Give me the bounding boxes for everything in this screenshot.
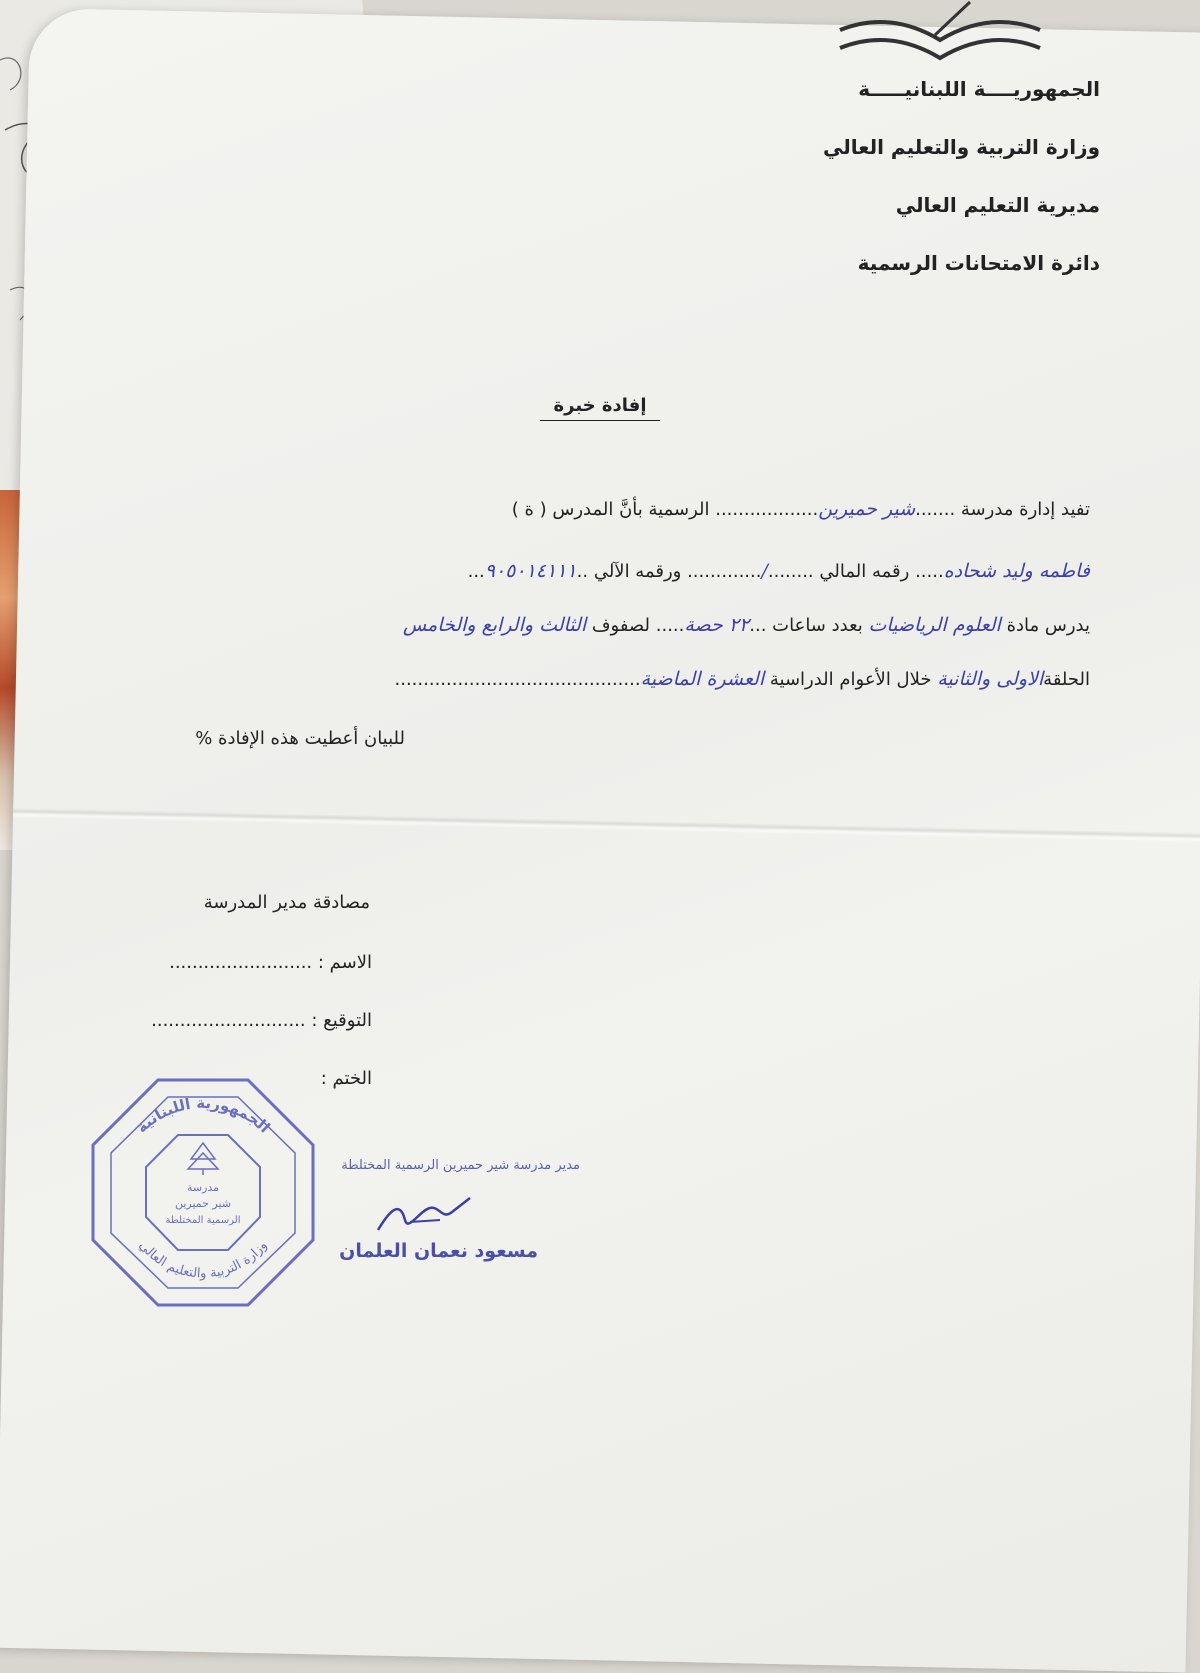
principal-title: مدير مدرسة شير حميرين الرسمية المختلطة xyxy=(341,1158,580,1173)
auto-dots-start: .. xyxy=(576,561,589,582)
school-suffix: الرسمية بأنَّ المدرس ( ة ) xyxy=(511,499,710,520)
stamp-outer-text: الجمهورية اللبنانية xyxy=(132,1093,274,1137)
approval-title: مصادقة مدير المدرسة xyxy=(203,892,370,913)
signature-dots: ........................... xyxy=(151,1010,306,1031)
svg-text:وزارة التربية والتعليم العالي xyxy=(136,1238,271,1281)
years-handwritten: العشرة الماضية xyxy=(640,668,765,690)
hours-handwritten: ٢٢ حصة xyxy=(684,614,750,636)
classes-handwritten: الثالث والرابع والخامس xyxy=(402,614,587,636)
school-prefix: تفيد إدارة مدرسة xyxy=(960,499,1090,520)
financial-number-handwritten: / xyxy=(761,560,768,582)
cycle-handwritten: الاولى والثانية xyxy=(937,668,1044,690)
letterhead-department: دائرة الامتحانات الرسمية xyxy=(857,251,1100,275)
signature-label: التوقيع : xyxy=(311,1010,372,1031)
letterhead-directorate: مديرية التعليم العالي xyxy=(895,193,1100,217)
classes-label: لصفوف xyxy=(591,615,651,636)
name-label: الاسم : xyxy=(317,952,372,973)
closing-statement: للبيان أعطيت هذه الإفادة % xyxy=(195,728,405,749)
years-dots: ........................................... xyxy=(394,669,641,690)
cedar-icon xyxy=(188,1143,218,1175)
financial-dots-start: ........ xyxy=(767,561,814,582)
teacher-name-handwritten: فاطمه وليد شحاده xyxy=(943,560,1090,582)
body-line-subject xyxy=(403,614,1090,636)
name-dots: ......................... xyxy=(169,952,313,973)
financial-dots-end: ............. xyxy=(687,561,762,582)
auto-number-label: ورقمه الآلي xyxy=(593,561,682,582)
subject-label: يدرس مادة xyxy=(1006,615,1090,636)
official-stamp xyxy=(88,1075,318,1310)
approval-signature-field xyxy=(151,1010,372,1031)
hours-label: بعدد ساعات xyxy=(772,615,863,636)
stamp-inner-line1: مدرسة xyxy=(186,1181,220,1194)
approval-name-field xyxy=(169,952,372,973)
body-line-teacher xyxy=(468,560,1090,582)
school-dots-end: .................. xyxy=(715,499,819,520)
auto-number-handwritten: ٩٠٥٠١٤١١١ xyxy=(484,560,577,582)
subject-handwritten: العلوم الرياضيات xyxy=(868,614,1001,636)
letterhead-ministry: وزارة التربية والتعليم العالي xyxy=(823,135,1100,159)
handwritten-signature xyxy=(370,1190,490,1240)
hours-dots-start: ... xyxy=(749,615,767,636)
stamp-inner-line3: الرسمية المختلطة xyxy=(165,1215,241,1226)
school-name-handwritten: شير حميرين xyxy=(818,498,916,520)
letterhead-country: الجمهوريــــة اللبنانيـــــة xyxy=(858,77,1100,101)
principal-name: مسعود نعمان العلمان xyxy=(339,1240,538,1262)
hours-dots-end: ..... xyxy=(655,615,685,636)
stamp-inner-line2: شير حميرين xyxy=(174,1197,232,1210)
financial-number-label: رقمه المالي xyxy=(819,561,910,582)
years-label: خلال الأعوام الدراسية xyxy=(769,669,932,690)
body-line-cycle xyxy=(395,668,1090,690)
svg-text:الجمهورية اللبنانية xyxy=(133,1094,274,1137)
stamp-bottom-text: وزارة التربية والتعليم العالي xyxy=(135,1238,271,1282)
cycle-label: الحلقة xyxy=(1043,669,1090,690)
teacher-dots: ..... xyxy=(915,561,944,582)
school-dots-start: ....... xyxy=(915,499,956,520)
approval-seal-field xyxy=(321,1068,372,1089)
letterhead xyxy=(823,60,1100,292)
seal-label: الختم : xyxy=(320,1068,372,1089)
document-title: إفادة خبرة xyxy=(540,395,660,421)
body-line-school xyxy=(512,498,1090,520)
auto-dots-end: ... xyxy=(467,561,485,582)
